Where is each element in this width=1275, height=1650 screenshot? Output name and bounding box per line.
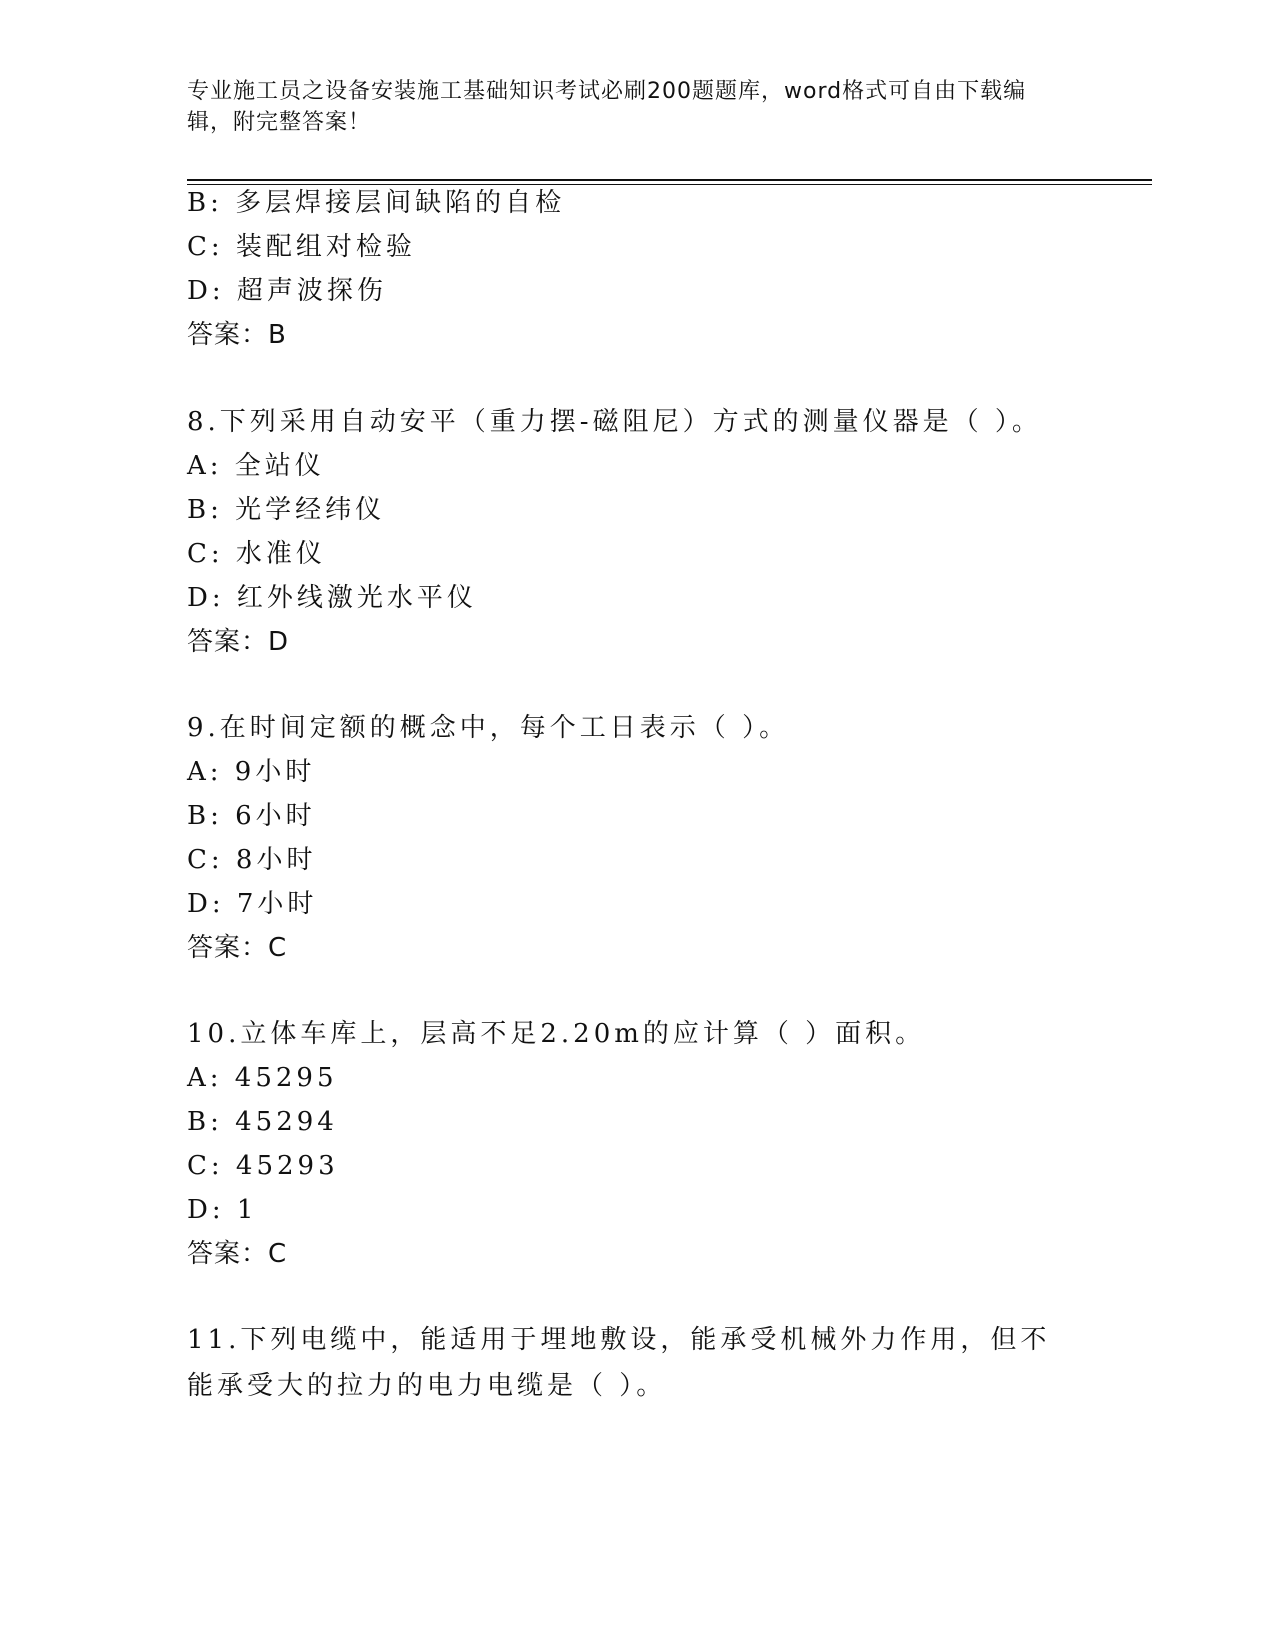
q8-option-c: C: 水准仪 bbox=[187, 539, 326, 569]
header-divider-thick bbox=[187, 179, 1152, 181]
q8-option-d: D: 红外线激光水平仪 bbox=[187, 583, 477, 613]
q11-stem: 11.下列电缆中，能适用于埋地敷设，能承受机械外力作用，但不能承受大的拉力的电力电缆是（ ）。 bbox=[187, 1325, 1051, 1401]
q10-option-b: B: 45294 bbox=[187, 1107, 338, 1137]
q8-option-a: A: 全站仪 bbox=[187, 451, 325, 481]
q9-option-a: A: 9小时 bbox=[187, 757, 316, 787]
document-header: 专业施工员之设备安装施工基础知识考试必刷200题题库，word格式可自由下载编辑，附完整答案！ bbox=[187, 79, 1027, 135]
q7-answer: 答案：B bbox=[187, 320, 287, 350]
q10-stem: 10.立体车库上，层高不足2.20m的应计算（ ）面积。 bbox=[187, 1019, 926, 1049]
q9-stem: 9.在时间定额的概念中，每个工日表示（ ）。 bbox=[187, 713, 790, 743]
q9-answer: 答案：C bbox=[187, 933, 288, 963]
q10-option-a: A: 45295 bbox=[187, 1063, 338, 1093]
q10-answer: 答案：C bbox=[187, 1239, 288, 1269]
q8-answer: 答案：D bbox=[187, 627, 290, 657]
q9-option-b: B: 6小时 bbox=[187, 801, 316, 831]
q9-option-d: D: 7小时 bbox=[187, 889, 318, 919]
q8-stem: 8.下列采用自动安平（重力摆-磁阻尼）方式的测量仪器是（ ）。 bbox=[187, 407, 1042, 437]
q7-option-b: B: 多层焊接层间缺陷的自检 bbox=[187, 188, 566, 218]
q9-option-c: C: 8小时 bbox=[187, 845, 317, 875]
header-divider-thin bbox=[187, 184, 1152, 185]
q10-option-d: D: 1 bbox=[187, 1195, 258, 1225]
q8-option-b: B: 光学经纬仪 bbox=[187, 495, 386, 525]
q7-option-c: C: 装配组对检验 bbox=[187, 232, 416, 262]
q10-option-c: C: 45293 bbox=[187, 1151, 339, 1181]
q7-option-d: D: 超声波探伤 bbox=[187, 276, 387, 306]
